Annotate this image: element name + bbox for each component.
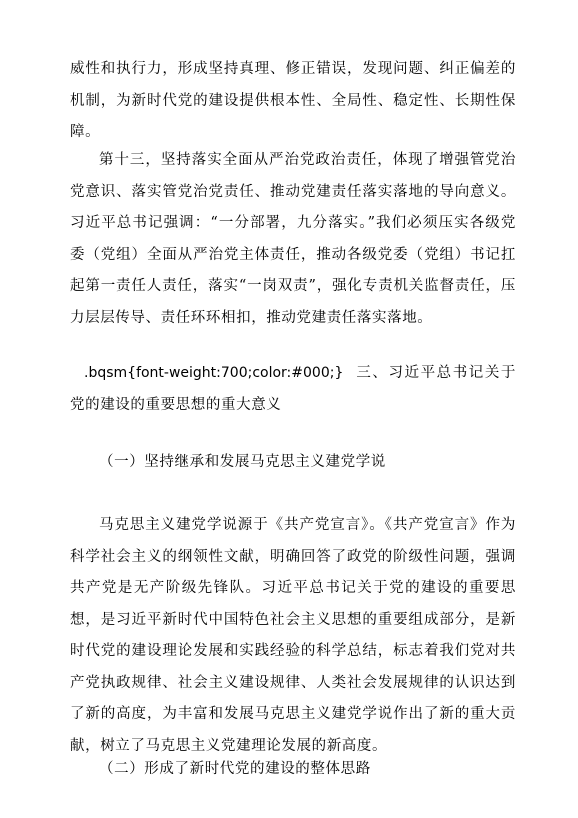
paragraph-continuation: 威性和执行力，形成坚持真理、修正错误，发现问题、纠正偏差的机制，为新时代党的建设提供根本性、全局性、稳定性、长期性保障。 — [70, 61, 516, 140]
section-three-heading — [70, 358, 516, 421]
subsection-heading-one: （一）坚持继承和发展马克思主义建党学说 — [99, 454, 386, 470]
subsection-heading-two: （二）形成了新时代党的建设的整体思路 — [99, 761, 371, 777]
leaked-css-text: .bqsm{font-weight:700;color:#000;} — [84, 365, 344, 381]
paragraph-thirteenth-point: 第十三，坚持落实全面从严治党政治责任，体现了增强管党治党意识、落实管党治党责任、推动党建责任落实落地的导向意义。习近平总书记强调：“一分部署，九分落实。”我们必须压实各级党委（党组）全面从严治党主体责任，推动各级党委（党组）书记扛起第一责任人责任，落实“一岗双责”，强化专责机关监督责任，压力层层传导、责任环环相扣，推动党建责任落实落地。 — [70, 152, 516, 326]
paragraph-marxist-theory: 马克思主义建党学说源于《共产党宣言》。《共产党宣言》作为科学社会主义的纲领性文献，明确回答了政党的阶级性问题，强调共产党是无产阶级先锋队。习近平总书记关于党的建设的重要思想，是习近平新时代中国特色社会主义思想的重要组成部分，是新时代党的建设理论发展和实践经验的科学总结，标志着我们党对共产党执政规律、社会主义建设规律、人类社会发展规律的认识达到了新的高度，为丰富和发展马克思主义建党学说作出了新的重大贡献，树立了马克思主义党建理论发展的新高度。 — [70, 517, 516, 754]
section-three-title: 三、习近平总书记关于党的建设的重要思想的重大意义 — [70, 365, 516, 413]
